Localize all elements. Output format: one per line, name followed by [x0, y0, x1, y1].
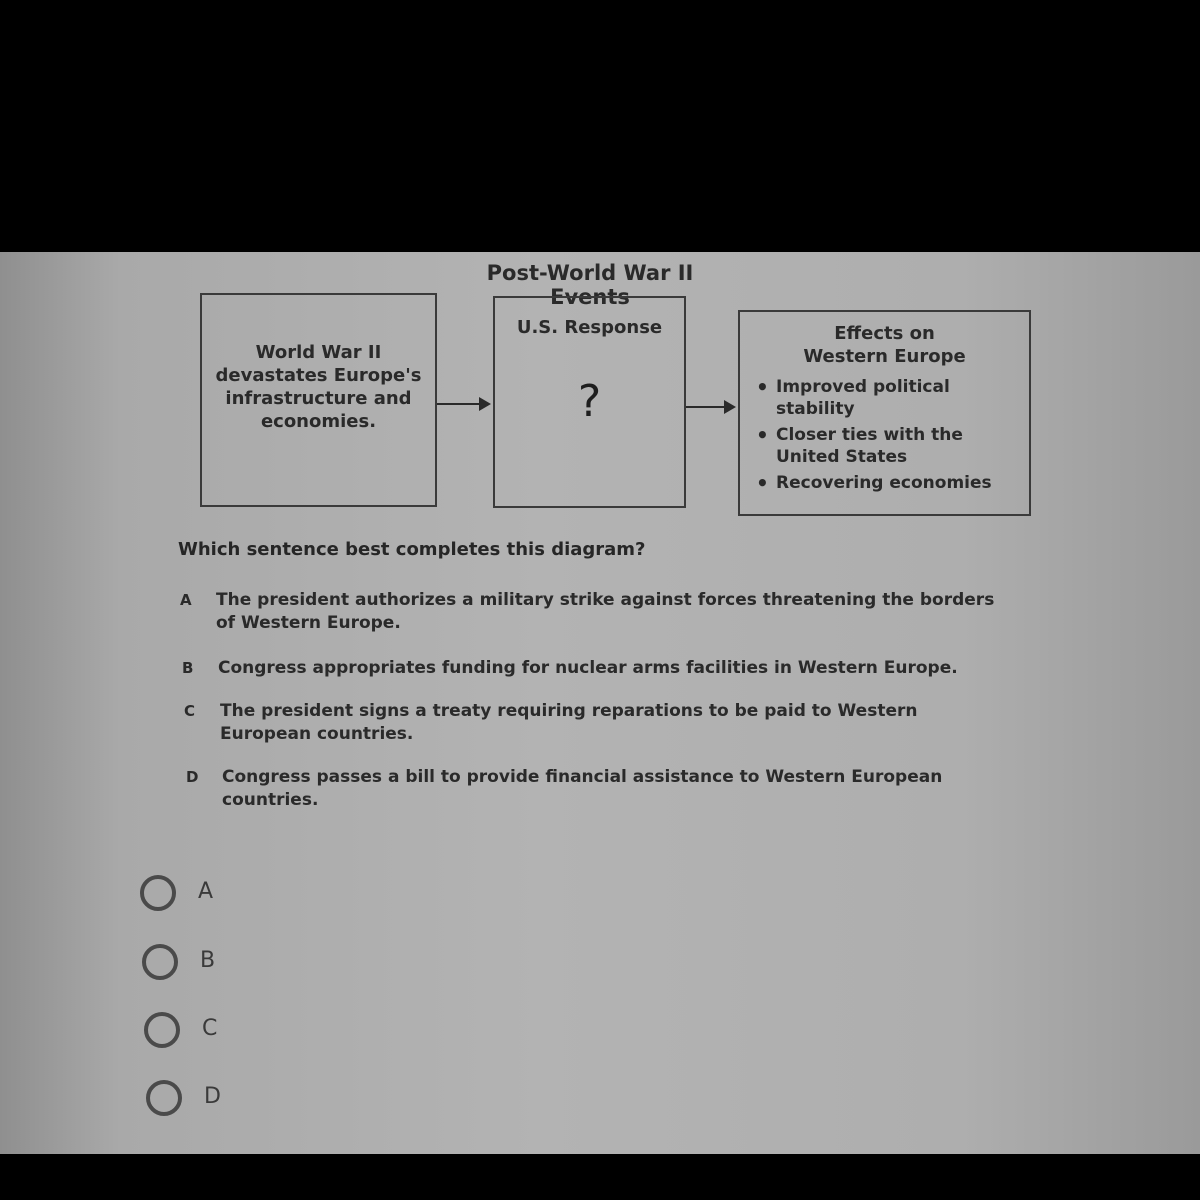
radio-button[interactable]: [144, 1012, 180, 1048]
option-letter: C: [184, 702, 196, 720]
effect-line: • Improved political: [776, 377, 950, 397]
effect-line: United States: [776, 447, 908, 467]
option-b: [182, 657, 1012, 680]
effects-list-item: [754, 472, 992, 494]
diagram-title: Post-World War II Events: [486, 261, 694, 309]
radio-button[interactable]: [142, 944, 178, 980]
cause-line: World War II: [255, 342, 382, 363]
cause-line: infrastructure and: [225, 388, 412, 409]
question-text: Which sentence best completes this diagram?: [178, 539, 646, 560]
effects-heading-line: Effects on: [834, 323, 935, 344]
answer-label[interactable]: C: [202, 1016, 218, 1041]
effects-list-item: [754, 376, 992, 420]
question-mark: ?: [577, 376, 602, 427]
radio-button[interactable]: [146, 1080, 182, 1116]
option-text: Congress passes a bill to provide financial assistance to Western European countries.: [222, 767, 943, 810]
response-heading: U.S. Response: [516, 317, 663, 338]
option-letter: B: [182, 659, 194, 677]
option-text: The president authorizes a military strike against forces threatening the borders of Western Europe.: [216, 590, 995, 633]
effects-heading-line: Western Europe: [803, 346, 966, 367]
arrow-right-icon: [686, 406, 734, 408]
answer-label[interactable]: D: [204, 1084, 221, 1109]
option-a: [180, 589, 1010, 635]
cause-box: [200, 293, 437, 507]
arrow-right-icon: [437, 403, 489, 405]
effect-line: • Recovering economies: [776, 473, 992, 493]
option-letter: A: [180, 591, 192, 609]
quiz-screen: [0, 252, 1200, 1154]
option-text: The president signs a treaty requiring reparations to be paid to Western European countries.: [220, 701, 918, 744]
option-letter: D: [186, 768, 199, 786]
option-text: Congress appropriates funding for nuclear arms facilities in Western Europe.: [218, 658, 958, 678]
response-box: [493, 296, 686, 508]
effect-line: stability: [776, 399, 855, 419]
option-c: [184, 700, 1014, 746]
option-d: [186, 766, 1016, 812]
cause-line: devastates Europe's: [215, 365, 422, 386]
answer-label[interactable]: A: [198, 879, 214, 904]
effects-heading: [740, 322, 1029, 368]
effects-list-item: [754, 424, 992, 468]
effects-list: [754, 376, 992, 498]
effect-line: • Closer ties with the: [776, 425, 963, 445]
radio-button[interactable]: [140, 875, 176, 911]
effects-box: [738, 310, 1031, 516]
cause-text: [202, 341, 435, 433]
cause-line: economies.: [260, 411, 377, 432]
answer-label[interactable]: B: [200, 948, 216, 973]
